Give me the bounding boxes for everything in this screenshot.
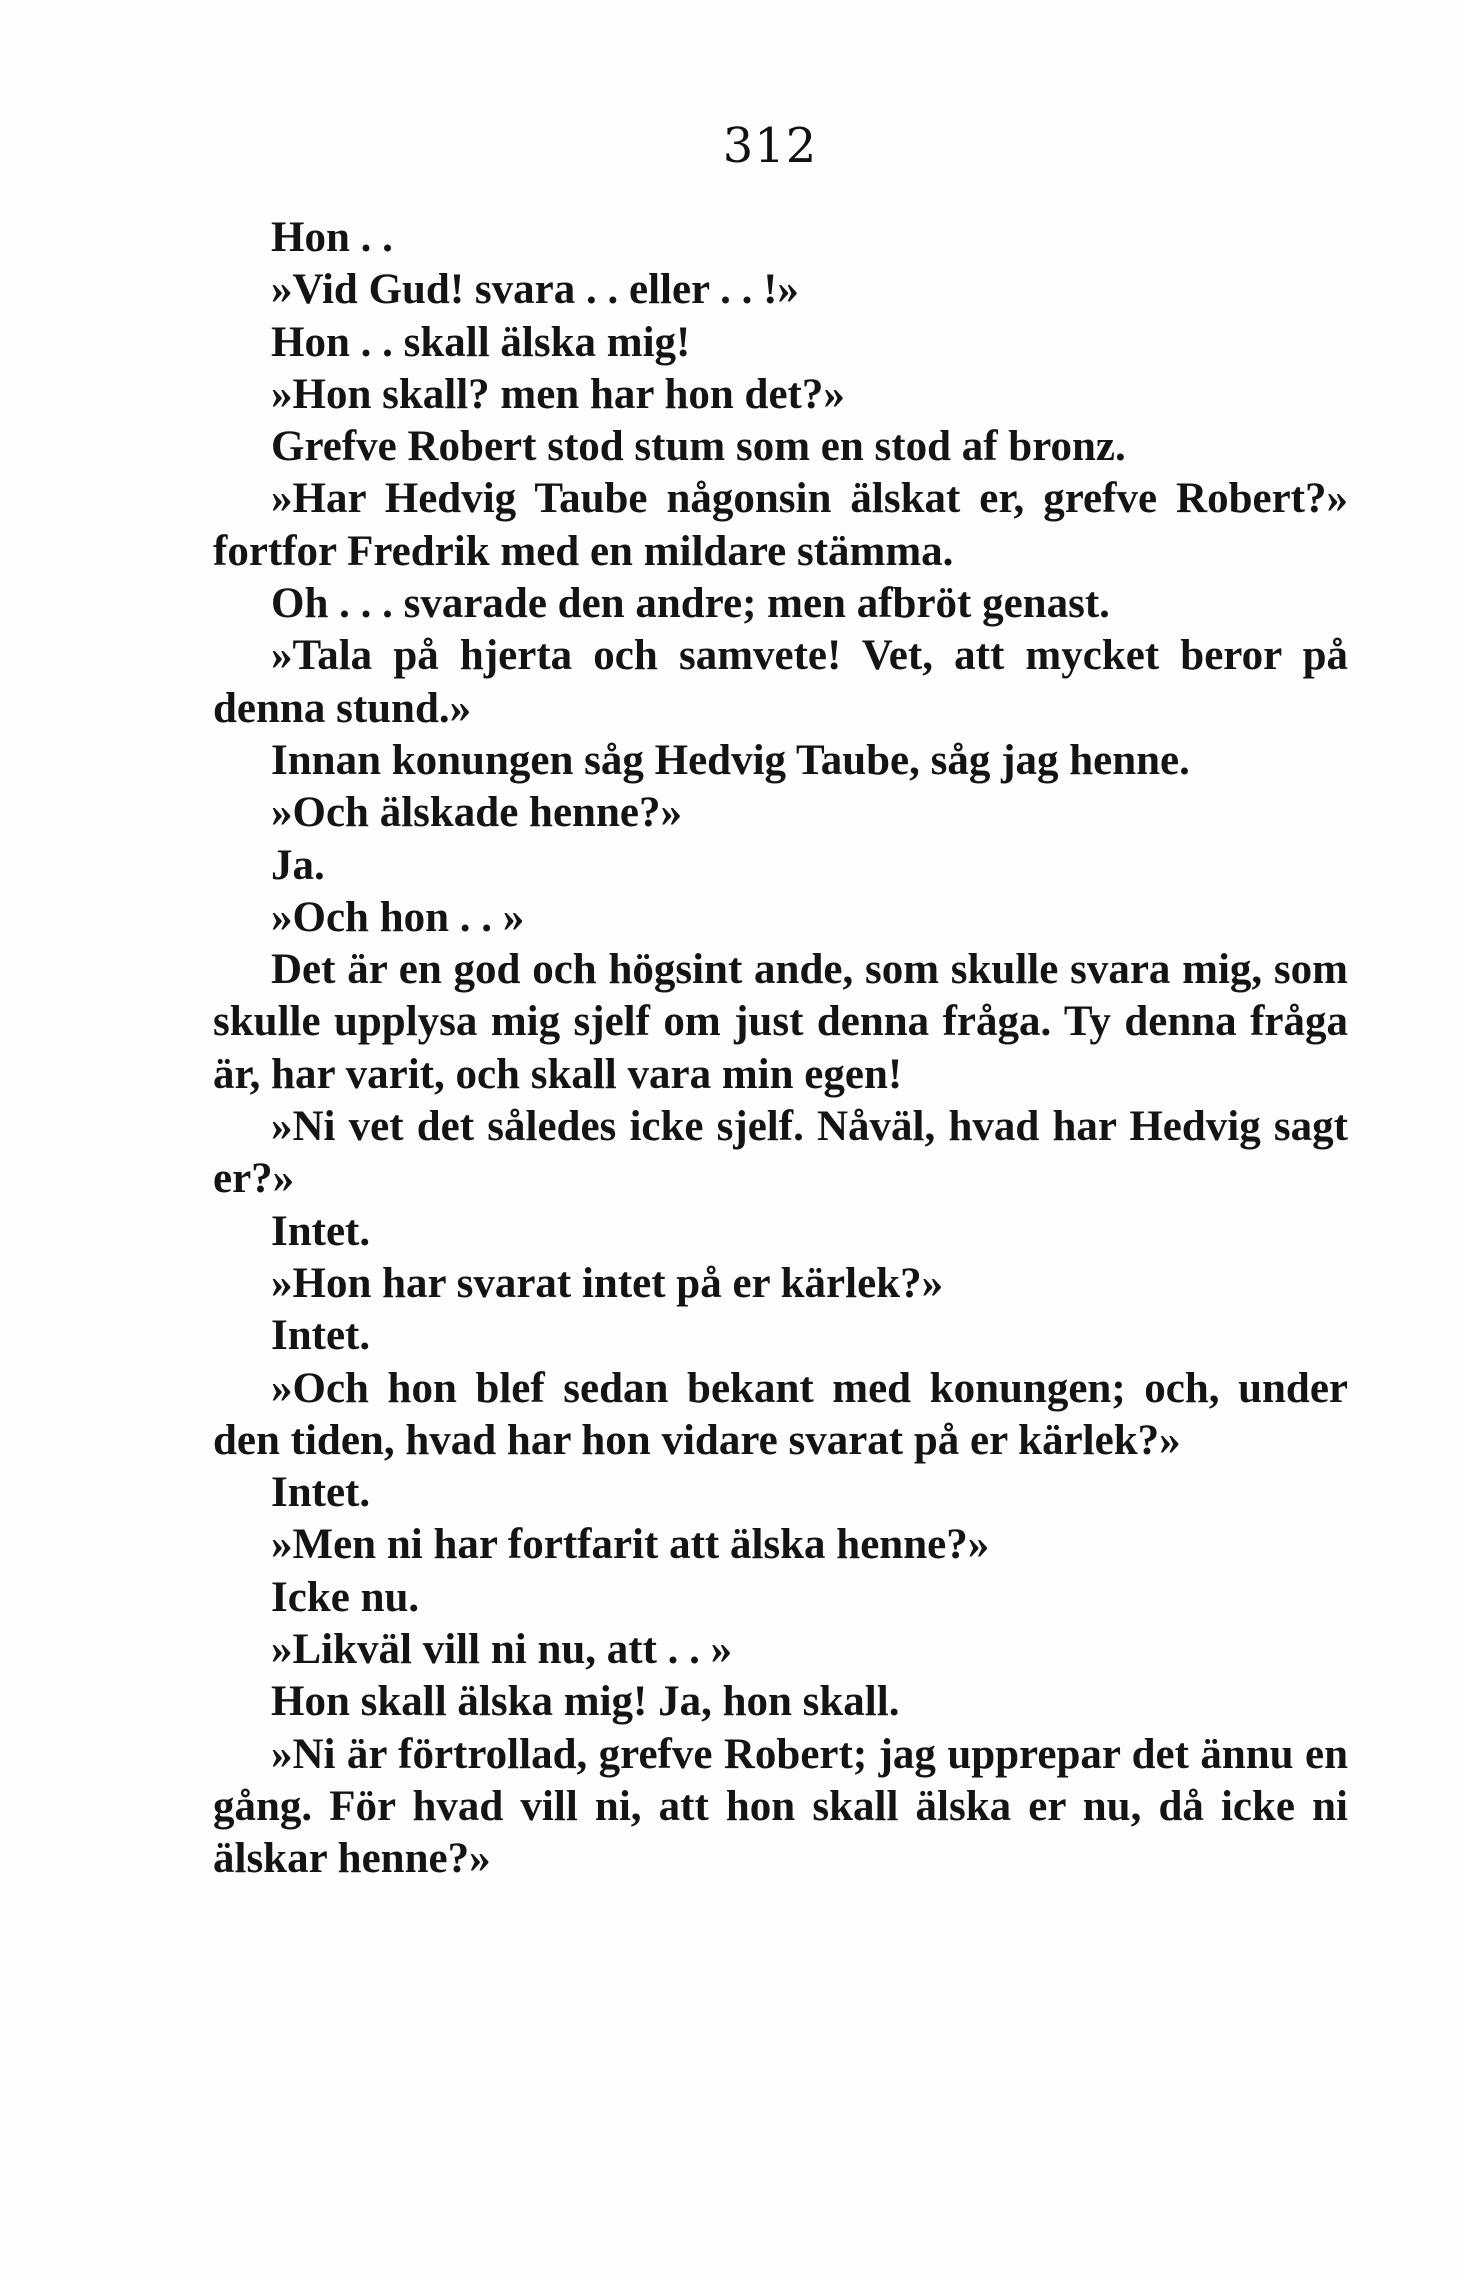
paragraph: Oh . . . svarade den andre; men afbröt genast.: [271, 580, 1110, 628]
paragraph: Hon skall älska mig! Ja, hon skall.: [271, 1678, 900, 1726]
body-text: [213, 212, 1348, 1886]
paragraph: Hon . .: [271, 214, 393, 261]
paragraph: Icke nu.: [271, 1573, 420, 1621]
paragraph: Det är en god och högsint ande, som skulle svara mig, som skulle upplysa mig sjelf om just denna fråga. Ty denna fråga är, har varit, och skall vara min egen!: [213, 946, 1348, 1098]
paragraph: »Och älskade henne?»: [271, 789, 682, 837]
paragraph: Innan konungen såg Hedvig Taube, såg jag henne.: [271, 736, 1190, 784]
paragraph: Intet.: [271, 1469, 371, 1517]
paragraph: Grefve Robert stod stum som en stod af bronz.: [271, 423, 1126, 471]
paragraph: »Men ni har fortfarit att älska henne?»: [271, 1521, 990, 1569]
paragraph: »Har Hedvig Taube någonsin älskat er, grefve Robert?» fortfor Fredrik med en mildare stämma.: [213, 475, 1348, 575]
page-number: 312: [722, 118, 818, 174]
paragraph: Hon . . skall älska mig!: [271, 318, 691, 366]
paragraph: Intet.: [271, 1312, 371, 1360]
paragraph: »Tala på hjerta och samvete! Vet, att mycket beror på denna stund.»: [213, 632, 1348, 732]
paragraph: »Ni vet det således icke sjelf. Nåväl, hvad har Hedvig sagt er?»: [213, 1103, 1348, 1203]
paragraph: »Och hon blef sedan bekant med konungen; och, under den tiden, hvad har hon vidare svarat på er kärlek?»: [213, 1364, 1348, 1464]
paragraph: »Ni är förtrollad, grefve Robert; jag upprepar det ännu en gång. För hvad vill ni, att hon skall älska er nu, då icke ni älskar henne?»: [213, 1730, 1348, 1883]
paragraph: »Hon skall? men har hon det?»: [271, 370, 845, 418]
paragraph: »Och hon . . »: [271, 893, 525, 941]
paragraph: Intet.: [271, 1207, 371, 1255]
paragraph: »Hon har svarat intet på er kärlek?»: [271, 1259, 944, 1307]
paragraph: »Vid Gud! svara . . eller . . !»: [271, 266, 799, 314]
paragraph: »Likväl vill ni nu, att . . »: [271, 1626, 733, 1674]
paragraph: Ja.: [271, 841, 325, 889]
